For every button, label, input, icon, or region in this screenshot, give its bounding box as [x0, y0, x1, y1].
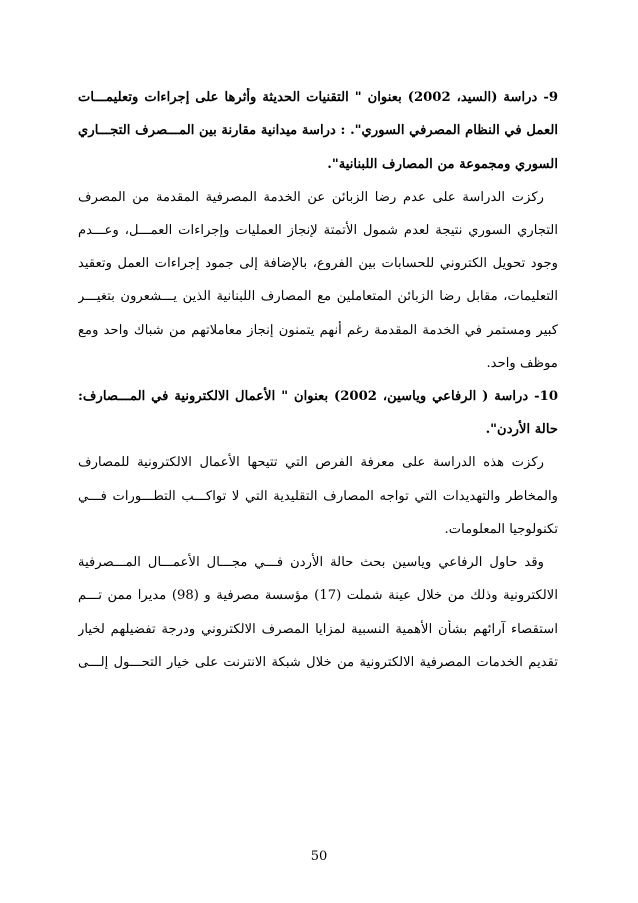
text-line: وقد حاول الرفاعي وياسين بحث حالة الأردن فـــي مجـــال الأعمـــال المـــصرفية: [78, 555, 544, 570]
text-line: الالكترونية وذلك من خلال عينة شملت (17) مؤسسة مصرفية و (98) مديرا ممن تـــم: [78, 588, 558, 603]
text-line: استقصاء آرائهم بشأن الأهمية النسبية لمزايا المصرف الالكتروني ودرجة تفضيلهم لخيار: [78, 622, 558, 637]
text-line: ركزت هذه الدراسة على معرفة الفرص التي تتيحها الأعمال الالكترونية للمصارف: [78, 455, 544, 470]
text-line: ركزت الدراسة على عدم رضا الزبائن عن الخدمة المصرفية المقدمة من المصرف: [78, 190, 544, 205]
text-line: كبير ومستمر في الخدمة المقدمة رغم أنهم يتمنون إنجاز معاملاتهم من شباك واحد ومع: [78, 323, 558, 338]
text-line: تكنولوجيا المعلومات.: [444, 522, 558, 537]
text-line: التعليمات، مقابل رضا الزبائن المتعاملين مع المصارف اللبنانية الذين يـــشعرون بتغيـــر: [78, 289, 558, 304]
text-line: 10- دراسة ( الرفاعي وياسين، 2002) بعنوان " الأعمال الالكترونية في المـــصارف:: [78, 389, 558, 404]
text-line: موظف واحد.: [486, 356, 558, 371]
text-line: وجود تحويل الكتروني للحسابات بين الفروع، بالإضافة إلى جمود إجراءات العمل وتعقيد: [78, 256, 558, 271]
text-line: التجاري السوري نتيجة لعدم شمول الأتمتة لإنجاز العمليات وإجراءات العمـــل، وعـــدم: [78, 223, 558, 238]
text-line: والمخاطر والتهديدات التي تواجه المصارف التقليدية التي لا تواكـــب التطـــورات فـــي: [78, 489, 558, 504]
page-number: 50: [310, 849, 328, 864]
text-line: حالة الأردن".: [485, 422, 558, 437]
text-line: العمل في النظام المصرفي السوري". : دراسة ميدانية مقارنة بين المـــصرف التجـــاري: [78, 123, 558, 138]
text-line: 9- دراسة (السيد، 2002) بعنوان " التقنيات الحديثة وأثرها على إجراءات وتعليمـــات: [78, 90, 558, 105]
text-line: تقديم الخدمات المصرفية الالكترونية من خلال شبكة الانترنت على خيار التحـــول إلـــى: [78, 655, 558, 670]
text-line: السوري ومجموعة من المصارف اللبنانية".: [327, 157, 558, 172]
